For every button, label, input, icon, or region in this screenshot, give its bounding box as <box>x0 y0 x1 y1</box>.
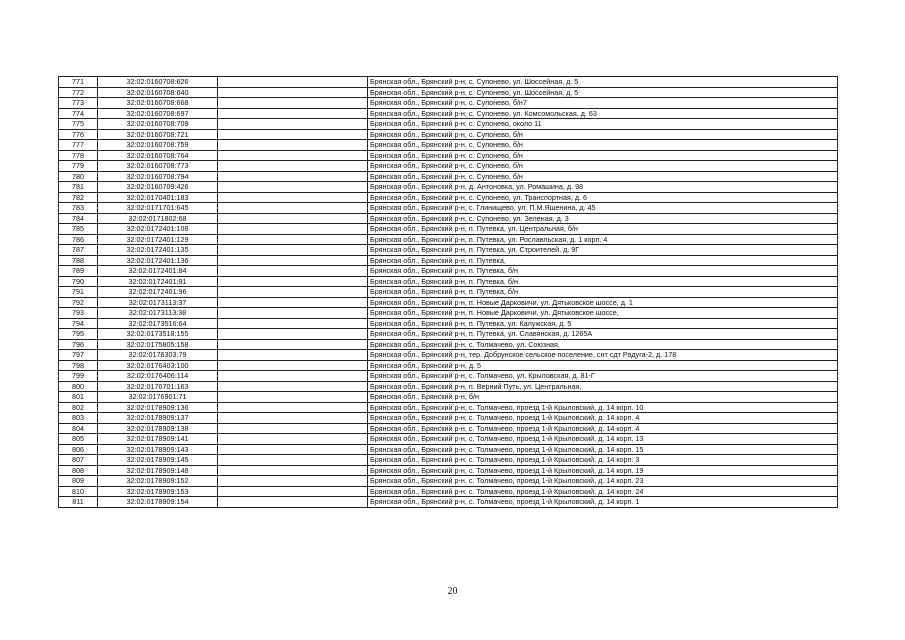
cadastral-number-cell: 32:02:0178909:138 <box>98 423 218 434</box>
cadastral-number-cell: 32:02:0173516:64 <box>98 318 218 329</box>
cadastral-number-cell: 32:02:0160708:759 <box>98 140 218 151</box>
table-body <box>59 77 838 508</box>
table-row <box>59 318 838 329</box>
address-cell: Брянская обл., Брянский р-н, с. Супонево, б/н <box>368 161 838 172</box>
table-row <box>59 339 838 350</box>
table-row <box>59 203 838 214</box>
row-number-cell: 785 <box>59 224 98 235</box>
empty-cell <box>218 171 368 182</box>
empty-cell <box>218 119 368 130</box>
table-row <box>59 465 838 476</box>
row-number-cell: 806 <box>59 444 98 455</box>
row-number-cell: 783 <box>59 203 98 214</box>
cadastral-number-cell: 32:02:0178909:143 <box>98 444 218 455</box>
address-cell: Брянская обл., Брянский р-н, с. Супонево, ул. Транспортная, д. 6 <box>368 192 838 203</box>
address-cell: Брянская обл., Брянский р-н, с. Толмачево, проезд 1-й Крыловский, д. 14 корп. 4 <box>368 423 838 434</box>
cadastral-number-cell: 32:02:0178909:148 <box>98 465 218 476</box>
table-row <box>59 276 838 287</box>
empty-cell <box>218 339 368 350</box>
empty-cell <box>218 203 368 214</box>
row-number-cell: 804 <box>59 423 98 434</box>
cadastral-number-cell: 32:02:0173113:37 <box>98 297 218 308</box>
cadastral-number-cell: 32:02:0160708:668 <box>98 98 218 109</box>
row-number-cell: 809 <box>59 476 98 487</box>
row-number-cell: 771 <box>59 77 98 88</box>
table-row <box>59 213 838 224</box>
address-cell: Брянская обл., Брянский р-н, п. Путевка, ул. Калужская, д. 5 <box>368 318 838 329</box>
address-cell: Брянская обл., Брянский р-н, с. Толмачево, проезд 1-й Крыловский, д. 14 корп. 24 <box>368 486 838 497</box>
empty-cell <box>218 308 368 319</box>
empty-cell <box>218 98 368 109</box>
row-number-cell: 799 <box>59 371 98 382</box>
table-row <box>59 182 838 193</box>
table-row <box>59 413 838 424</box>
table-row <box>59 140 838 151</box>
address-cell: Брянская обл., Брянский р-н, с. Супонево, ул. Шоссейная, д. 5 <box>368 87 838 98</box>
empty-cell <box>218 444 368 455</box>
address-cell: Брянская обл., Брянский р-н, с. Толмачево, ул. Союзная, <box>368 339 838 350</box>
empty-cell <box>218 381 368 392</box>
empty-cell <box>218 255 368 266</box>
table-row <box>59 329 838 340</box>
empty-cell <box>218 413 368 424</box>
row-number-cell: 794 <box>59 318 98 329</box>
row-number-cell: 793 <box>59 308 98 319</box>
cadastral-number-cell: 32:02:0170401:183 <box>98 192 218 203</box>
empty-cell <box>218 77 368 88</box>
table-row <box>59 129 838 140</box>
row-number-cell: 811 <box>59 497 98 508</box>
row-number-cell: 807 <box>59 455 98 466</box>
empty-cell <box>218 360 368 371</box>
row-number-cell: 787 <box>59 245 98 256</box>
empty-cell <box>218 297 368 308</box>
cadastral-number-cell: 32:02:0172401:84 <box>98 266 218 277</box>
row-number-cell: 775 <box>59 119 98 130</box>
table-row <box>59 308 838 319</box>
empty-cell <box>218 213 368 224</box>
empty-cell <box>218 350 368 361</box>
empty-cell <box>218 318 368 329</box>
row-number-cell: 784 <box>59 213 98 224</box>
cadastral-number-cell: 32:02:0160708:640 <box>98 87 218 98</box>
cadastral-number-cell: 32:02:0160708:697 <box>98 108 218 119</box>
table-row <box>59 245 838 256</box>
row-number-cell: 805 <box>59 434 98 445</box>
row-number-cell: 791 <box>59 287 98 298</box>
address-cell: Брянская обл., Брянский р-н, п. Новые Дарковичи, ул. Дятьковское шоссе, <box>368 308 838 319</box>
table-row <box>59 434 838 445</box>
table-row <box>59 77 838 88</box>
address-cell: Брянская обл., Брянский р-н, п. Путевка, ул. Центральная, б/н <box>368 224 838 235</box>
cadastral-number-cell: 32:02:0172401:91 <box>98 276 218 287</box>
table-row <box>59 455 838 466</box>
address-cell: Брянская обл., Брянский р-н, с. Супонево, б/н <box>368 140 838 151</box>
cadastral-number-cell: 32:02:0176303:79 <box>98 350 218 361</box>
row-number-cell: 781 <box>59 182 98 193</box>
cadastral-number-cell: 32:02:0176406:114 <box>98 371 218 382</box>
address-cell: Брянская обл., Брянский р-н, с. Толмачево, проезд 1-й Крыловский, д. 14 корп. 15 <box>368 444 838 455</box>
cadastral-number-cell: 32:02:0171701:645 <box>98 203 218 214</box>
empty-cell <box>218 392 368 403</box>
empty-cell <box>218 224 368 235</box>
empty-cell <box>218 150 368 161</box>
table-row <box>59 108 838 119</box>
row-number-cell: 773 <box>59 98 98 109</box>
empty-cell <box>218 371 368 382</box>
cadastral-number-cell: 32:02:0172401:108 <box>98 224 218 235</box>
address-cell: Брянская обл., Брянский р-н, с. Супонево, ул. Зеленая, д. 3 <box>368 213 838 224</box>
row-number-cell: 792 <box>59 297 98 308</box>
address-cell: Брянская обл., Брянский р-н, с. Супонево, б/н <box>368 150 838 161</box>
table-row <box>59 486 838 497</box>
cadastral-number-cell: 32:02:0160708:773 <box>98 161 218 172</box>
cadastral-number-cell: 32:02:0172401:135 <box>98 245 218 256</box>
cadastral-number-cell: 32:02:0160708:709 <box>98 119 218 130</box>
row-number-cell: 800 <box>59 381 98 392</box>
table-row <box>59 423 838 434</box>
table-row <box>59 497 838 508</box>
table-row <box>59 87 838 98</box>
row-number-cell: 776 <box>59 129 98 140</box>
cadastral-number-cell: 32:02:0176901:71 <box>98 392 218 403</box>
cadastral-number-cell: 32:02:0178909:154 <box>98 497 218 508</box>
cadastral-number-cell: 32:02:0178909:137 <box>98 413 218 424</box>
row-number-cell: 789 <box>59 266 98 277</box>
empty-cell <box>218 329 368 340</box>
address-cell: Брянская обл., Брянский р-н, д. Антоновка, ул. Ромашина, д. 98 <box>368 182 838 193</box>
empty-cell <box>218 87 368 98</box>
row-number-cell: 774 <box>59 108 98 119</box>
address-cell: Брянская обл., Брянский р-н, тер. Добрунское сельское поселение, снт сдт Радуга-2, д. 178 <box>368 350 838 361</box>
row-number-cell: 796 <box>59 339 98 350</box>
empty-cell <box>218 140 368 151</box>
address-cell: Брянская обл., Брянский р-н, п. Путевка, ул. Строителей, д. 9Г <box>368 245 838 256</box>
address-cell: Брянская обл., Брянский р-н, с. Супонево, ул. Комсомольская, д. 63 <box>368 108 838 119</box>
row-number-cell: 777 <box>59 140 98 151</box>
table-row <box>59 192 838 203</box>
empty-cell <box>218 245 368 256</box>
table-row <box>59 392 838 403</box>
cadastral-number-cell: 32:02:0173113:38 <box>98 308 218 319</box>
address-cell: Брянская обл., Брянский р-н, с. Глинищево, ул. П.М.Яшенина, д. 45 <box>368 203 838 214</box>
empty-cell <box>218 276 368 287</box>
empty-cell <box>218 497 368 508</box>
table-row <box>59 381 838 392</box>
address-cell: Брянская обл., Брянский р-н, с. Супонево, около 11 <box>368 119 838 130</box>
table-row <box>59 171 838 182</box>
property-table <box>58 76 838 508</box>
address-cell: Брянская обл., Брянский р-н, п. Верний Путь, ул. Центральная, <box>368 381 838 392</box>
cadastral-number-cell: 32:02:0172401:96 <box>98 287 218 298</box>
cadastral-number-cell: 32:02:0176701:163 <box>98 381 218 392</box>
row-number-cell: 788 <box>59 255 98 266</box>
row-number-cell: 782 <box>59 192 98 203</box>
empty-cell <box>218 287 368 298</box>
row-number-cell: 798 <box>59 360 98 371</box>
cadastral-number-cell: 32:02:0171802:68 <box>98 213 218 224</box>
address-cell: Брянская обл., Брянский р-н, с. Толмачево, проезд 1-й Крыловский, д. 14 корп. 1 <box>368 497 838 508</box>
cadastral-number-cell: 32:02:0178909:153 <box>98 486 218 497</box>
cadastral-number-cell: 32:02:0160709:426 <box>98 182 218 193</box>
address-cell: Брянская обл., Брянский р-н, с. Толмачево, проезд 1-й Крыловский, д. 14 корп. 10 <box>368 402 838 413</box>
row-number-cell: 808 <box>59 465 98 476</box>
empty-cell <box>218 486 368 497</box>
address-cell: Брянская обл., Брянский р-н, п. Путевка, ул. Славянская, д. 1265А <box>368 329 838 340</box>
empty-cell <box>218 476 368 487</box>
cadastral-number-cell: 32:02:0160708:794 <box>98 171 218 182</box>
row-number-cell: 810 <box>59 486 98 497</box>
address-cell: Брянская обл., Брянский р-н, с. Супонево, б/н7 <box>368 98 838 109</box>
row-number-cell: 790 <box>59 276 98 287</box>
empty-cell <box>218 402 368 413</box>
row-number-cell: 779 <box>59 161 98 172</box>
row-number-cell: 797 <box>59 350 98 361</box>
empty-cell <box>218 192 368 203</box>
table-row <box>59 476 838 487</box>
row-number-cell: 801 <box>59 392 98 403</box>
table-row <box>59 234 838 245</box>
cadastral-number-cell: 32:02:0172401:129 <box>98 234 218 245</box>
address-cell: Брянская обл., Брянский р-н, с. Толмачево, проезд 1-й Крыловский, д. 14 корп. 19 <box>368 465 838 476</box>
empty-cell <box>218 108 368 119</box>
empty-cell <box>218 434 368 445</box>
table-row <box>59 371 838 382</box>
address-cell: Брянская обл., Брянский р-н, д. 5 <box>368 360 838 371</box>
cadastral-number-cell: 32:02:0178909:141 <box>98 434 218 445</box>
cadastral-number-cell: 32:02:0178909:145 <box>98 455 218 466</box>
table-row <box>59 161 838 172</box>
row-number-cell: 802 <box>59 402 98 413</box>
table-row <box>59 266 838 277</box>
table-row <box>59 360 838 371</box>
address-cell: Брянская обл., Брянский р-н, п. Путевка, б/н <box>368 266 838 277</box>
row-number-cell: 786 <box>59 234 98 245</box>
cadastral-number-cell: 32:02:0175805:158 <box>98 339 218 350</box>
address-cell: Брянская обл., Брянский р-н, с. Супонево, б/н <box>368 171 838 182</box>
empty-cell <box>218 129 368 140</box>
table-row <box>59 444 838 455</box>
row-number-cell: 803 <box>59 413 98 424</box>
table-row <box>59 98 838 109</box>
address-cell: Брянская обл., Брянский р-н, б/н <box>368 392 838 403</box>
address-cell: Брянская обл., Брянский р-н, с. Супонево, б/н <box>368 129 838 140</box>
row-number-cell: 795 <box>59 329 98 340</box>
address-cell: Брянская обл., Брянский р-н, с. Толмачево, ул. Крыловская, д. 81-Г <box>368 371 838 382</box>
cadastral-number-cell: 32:02:0173518:155 <box>98 329 218 340</box>
address-cell: Брянская обл., Брянский р-н, п. Путевка, ул. Рославльская, д. 1 корп. 4 <box>368 234 838 245</box>
table-row <box>59 350 838 361</box>
row-number-cell: 780 <box>59 171 98 182</box>
table-row <box>59 150 838 161</box>
cadastral-number-cell: 32:02:0172401:136 <box>98 255 218 266</box>
cadastral-number-cell: 32:02:0160708:764 <box>98 150 218 161</box>
cadastral-number-cell: 32:02:0160708:721 <box>98 129 218 140</box>
empty-cell <box>218 266 368 277</box>
address-cell: Брянская обл., Брянский р-н, п. Путевка, б/н <box>368 276 838 287</box>
address-cell: Брянская обл., Брянский р-н, с. Толмачево, проезд 1-й Крыловский, д. 14 корп. 23 <box>368 476 838 487</box>
empty-cell <box>218 465 368 476</box>
address-cell: Брянская обл., Брянский р-н, с. Толмачево, проезд 1-й Крыловский, д. 14 корп. 4 <box>368 413 838 424</box>
table-row <box>59 297 838 308</box>
page-number: 20 <box>447 586 458 597</box>
cadastral-number-cell: 32:02:0178909:136 <box>98 402 218 413</box>
empty-cell <box>218 161 368 172</box>
row-number-cell: 778 <box>59 150 98 161</box>
cadastral-number-cell: 32:02:0178909:152 <box>98 476 218 487</box>
empty-cell <box>218 182 368 193</box>
row-number-cell: 772 <box>59 87 98 98</box>
address-cell: Брянская обл., Брянский р-н, п. Путевка, б/н <box>368 287 838 298</box>
empty-cell <box>218 455 368 466</box>
address-cell: Брянская обл., Брянский р-н, с. Толмачево, проезд 1-й Крыловский, д. 14 корп. 13 <box>368 434 838 445</box>
cadastral-number-cell: 32:02:0176403:100 <box>98 360 218 371</box>
table-row <box>59 402 838 413</box>
empty-cell <box>218 234 368 245</box>
address-cell: Брянская обл., Брянский р-н, с. Толмачево, проезд 1-й Крыловский, д. 14 корп. 3 <box>368 455 838 466</box>
empty-cell <box>218 423 368 434</box>
table-row <box>59 255 838 266</box>
cadastral-number-cell: 32:02:0160708:626 <box>98 77 218 88</box>
address-cell: Брянская обл., Брянский р-н, п. Путевка, <box>368 255 838 266</box>
table-row <box>59 224 838 235</box>
address-cell: Брянская обл., Брянский р-н, с. Супонево, ул. Шоссейная, д. 5 <box>368 77 838 88</box>
address-cell: Брянская обл., Брянский р-н, п. Новые Дарковичи, ул. Дятьковское шоссе, д. 1 <box>368 297 838 308</box>
table-row <box>59 287 838 298</box>
table-row <box>59 119 838 130</box>
